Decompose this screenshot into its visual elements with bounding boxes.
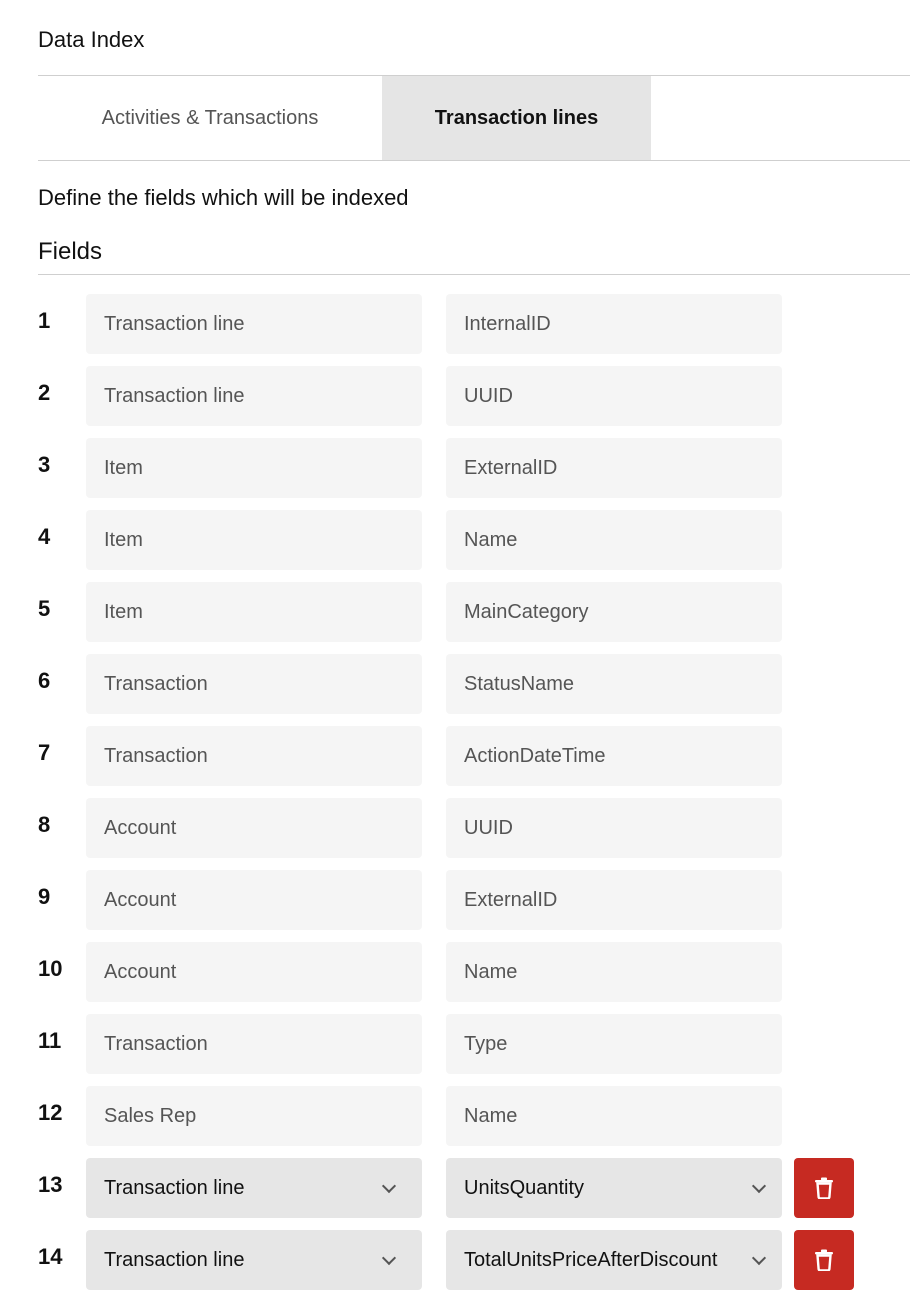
field-row bbox=[0, 942, 910, 1002]
row-number: 7 bbox=[38, 740, 51, 765]
field-name: ExternalID bbox=[446, 438, 782, 498]
section-title: Fields bbox=[38, 238, 103, 265]
field-select-value: UnitsQuantity bbox=[464, 1176, 585, 1199]
field-name: StatusName bbox=[446, 654, 782, 714]
field-name: UUID bbox=[446, 366, 782, 426]
field-row-editable bbox=[0, 1230, 910, 1290]
row-number: 6 bbox=[38, 668, 51, 693]
field-name: Name bbox=[446, 510, 782, 570]
trash-icon bbox=[814, 1249, 834, 1271]
row-number: 10 bbox=[38, 956, 63, 981]
row-number: 1 bbox=[38, 308, 51, 333]
field-row bbox=[0, 582, 910, 642]
field-row bbox=[0, 654, 910, 714]
section-divider bbox=[38, 274, 910, 275]
row-number: 9 bbox=[38, 884, 51, 909]
field-select-value: TotalUnitsPriceAfterDiscount bbox=[464, 1248, 718, 1271]
chevron-down-icon bbox=[752, 1179, 766, 1193]
source-field: Sales Rep bbox=[86, 1086, 422, 1146]
field-select[interactable] bbox=[446, 1158, 782, 1218]
row-number: 11 bbox=[38, 1028, 62, 1053]
source-field: Transaction bbox=[86, 654, 422, 714]
source-select-value: Transaction line bbox=[104, 1248, 245, 1271]
source-select[interactable] bbox=[86, 1230, 422, 1290]
tab-activities-transactions[interactable]: Activities & Transactions bbox=[101, 106, 319, 129]
field-name: Name bbox=[446, 942, 782, 1002]
row-number: 5 bbox=[38, 596, 51, 621]
field-row bbox=[0, 870, 910, 930]
field-row bbox=[0, 366, 910, 426]
source-field: Item bbox=[86, 582, 422, 642]
row-number: 14 bbox=[38, 1244, 63, 1269]
field-name: Name bbox=[446, 1086, 782, 1146]
field-row bbox=[0, 798, 910, 858]
field-name: UUID bbox=[446, 798, 782, 858]
field-row bbox=[0, 510, 910, 570]
row-number: 8 bbox=[38, 812, 51, 837]
field-name: ActionDateTime bbox=[446, 726, 782, 786]
tab-transaction-lines[interactable]: Transaction lines bbox=[382, 76, 651, 160]
field-name: Type bbox=[446, 1014, 782, 1074]
delete-button[interactable] bbox=[794, 1158, 854, 1218]
delete-button[interactable] bbox=[794, 1230, 854, 1290]
field-row bbox=[0, 294, 910, 354]
field-name: InternalID bbox=[446, 294, 782, 354]
field-select[interactable] bbox=[446, 1230, 782, 1290]
field-row-editable bbox=[0, 1158, 910, 1218]
field-row bbox=[0, 438, 910, 498]
row-number: 4 bbox=[38, 524, 51, 549]
page-title: Data Index bbox=[38, 27, 145, 52]
source-field: Item bbox=[86, 510, 422, 570]
source-field: Transaction line bbox=[86, 294, 422, 354]
description-text: Define the fields which will be indexed bbox=[38, 185, 409, 210]
source-field: Transaction line bbox=[86, 366, 422, 426]
row-number: 12 bbox=[38, 1100, 63, 1125]
source-field: Transaction bbox=[86, 726, 422, 786]
chevron-down-icon bbox=[752, 1251, 766, 1265]
row-number: 2 bbox=[38, 380, 51, 405]
field-row bbox=[0, 1086, 910, 1146]
row-number: 3 bbox=[38, 452, 51, 477]
field-row bbox=[0, 1014, 910, 1074]
source-select-value: Transaction line bbox=[104, 1176, 245, 1199]
source-field: Account bbox=[86, 942, 422, 1002]
source-field: Account bbox=[86, 798, 422, 858]
source-field: Item bbox=[86, 438, 422, 498]
field-row bbox=[0, 726, 910, 786]
tab-bar bbox=[38, 75, 910, 161]
field-name: ExternalID bbox=[446, 870, 782, 930]
source-select[interactable] bbox=[86, 1158, 422, 1218]
trash-icon bbox=[814, 1177, 834, 1199]
chevron-down-icon bbox=[382, 1179, 396, 1193]
field-name: MainCategory bbox=[446, 582, 782, 642]
chevron-down-icon bbox=[382, 1251, 396, 1265]
source-field: Transaction bbox=[86, 1014, 422, 1074]
row-number: 13 bbox=[38, 1172, 63, 1197]
source-field: Account bbox=[86, 870, 422, 930]
